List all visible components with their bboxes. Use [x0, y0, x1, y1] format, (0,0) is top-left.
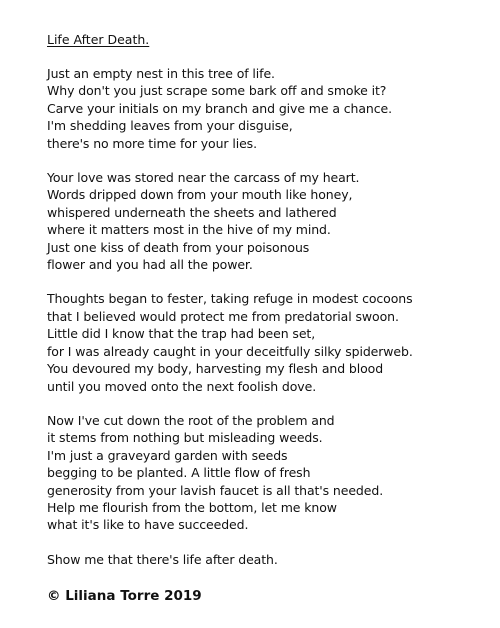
poem-line: Carve your initials on my branch and give me a chance. [47, 100, 392, 116]
poem-line: I'm shedding leaves from your disguise, [47, 118, 293, 134]
poem-page [47, 31, 492, 605]
poem-line: Help me flourish from the bottom, let me know [47, 499, 337, 515]
stanza-1 [47, 65, 492, 152]
poem-title: Life After Death. [47, 32, 150, 47]
stanza-4 [47, 412, 492, 534]
poem-line: until you moved onto the next foolish dove. [47, 378, 317, 394]
poem-line: whispered underneath the sheets and lathered [47, 204, 337, 220]
poem-line: Now I've cut down the root of the problem and [47, 412, 335, 428]
poem-line: flower and you had all the power. [47, 257, 253, 273]
closing-line: Show me that there's life after death. [47, 551, 278, 567]
poem-line: what it's like to have succeeded. [47, 517, 249, 533]
poem-line: Words dripped down from your mouth like honey, [47, 187, 353, 203]
copyright-notice: © Liliana Torre 2019 [47, 588, 202, 605]
poem-line: begging to be planted. A little flow of fresh [47, 465, 311, 481]
poem-line: I'm just a graveyard garden with seeds [47, 447, 288, 463]
closing-stanza [47, 551, 492, 568]
poem-line: Thoughts began to fester, taking refuge in modest cocoons [47, 291, 413, 307]
poem-line: there's no more time for your lies. [47, 135, 257, 151]
stanza-3 [47, 290, 492, 394]
poem-line: it stems from nothing but misleading weeds. [47, 430, 323, 446]
poem-line: Just an empty nest in this tree of life. [47, 66, 275, 81]
poem-line: Your love was stored near the carcass of my heart. [47, 170, 360, 186]
stanza-2 [47, 169, 492, 273]
poem-line: You devoured my body, harvesting my flesh and blood [47, 361, 384, 377]
poem-line: Just one kiss of death from your poisonous [47, 239, 310, 255]
poem-line: Why don't you just scrape some bark off and smoke it? [47, 83, 387, 99]
poem-line: where it matters most in the hive of my mind. [47, 222, 331, 238]
poem-line: that I believed would protect me from predatorial swoon. [47, 308, 399, 324]
poem-line: for I was already caught in your deceitfully silky spiderweb. [47, 343, 413, 359]
poem-line: generosity from your lavish faucet is all that's needed. [47, 482, 384, 498]
poem-line: Little did I know that the trap had been set, [47, 326, 316, 342]
